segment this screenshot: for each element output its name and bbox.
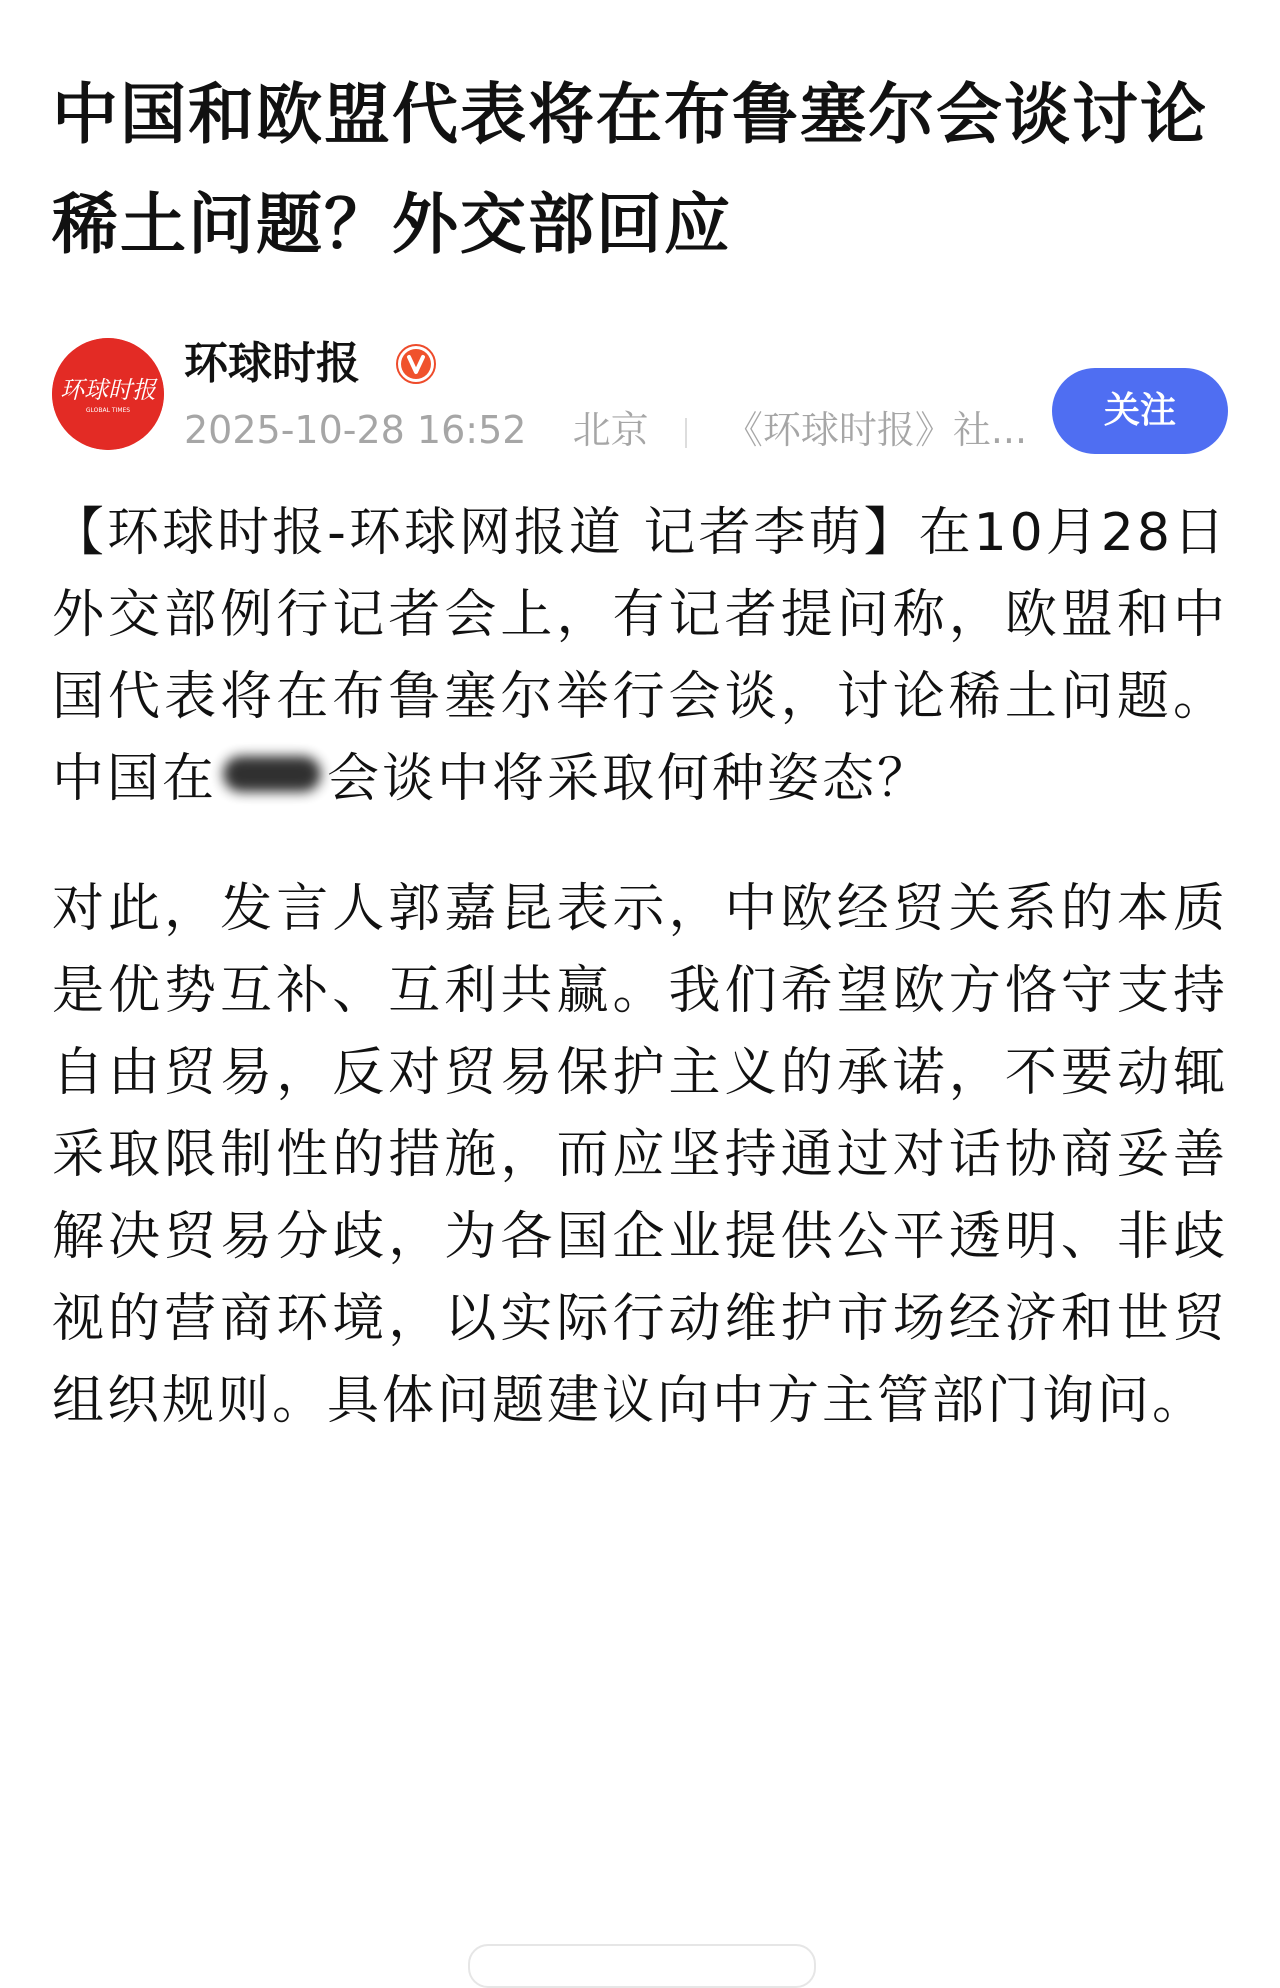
verified-v-icon <box>396 344 436 384</box>
publish-source: 《环球时报》社... <box>724 408 1028 452</box>
author-name[interactable]: 环球时报 <box>184 338 360 389</box>
publisher-logo[interactable] <box>52 338 164 450</box>
article-paragraph-2: 对此，发言人郭嘉昆表示，中欧经贸关系的本质是优势互补、互利共赢。我们希望欧方恪守支持自由贸易，反对贸易保护主义的承诺，不要动辄采取限制性的措施，而应坚持通过对话协商妥善解决贸易分歧，为各国企业提供公平透明、非歧视的营商环境，以实际行动维护市场经济和世贸组织规则。具体问题建议向中方主管部门询问。 <box>52 879 1228 1431</box>
paragraph-1-text-a: 【环球时报-环球网报道 记者李萌】在10月28日外交部例行记者会上，有记者提问称，欧盟和中国代表将在布鲁塞尔举行会谈，讨论稀土问题。中国在 <box>52 503 1228 809</box>
article-title: 中国和欧盟代表将在布鲁塞尔会谈讨论稀土问题？外交部回应 <box>52 76 1208 263</box>
bottom-floating-bar[interactable] <box>468 1944 816 1988</box>
follow-button[interactable]: 关注 <box>1052 368 1228 454</box>
global-times-logo-icon <box>52 338 164 450</box>
svg-text:环球时报: 环球时报 <box>60 376 156 404</box>
paragraph-1-text-b: 会谈中将采取何种姿态？ <box>327 749 933 809</box>
meta-divider <box>685 418 687 448</box>
publish-datetime: 2025-10-28 16:52 <box>184 408 527 452</box>
redaction-scribble <box>217 748 327 802</box>
article-paragraph-1 <box>52 492 1228 820</box>
svg-text:GLOBAL TIMES: GLOBAL TIMES <box>85 407 131 414</box>
author-row <box>52 326 1228 456</box>
publish-location: 北京 <box>572 408 649 452</box>
article-meta <box>184 406 1027 454</box>
